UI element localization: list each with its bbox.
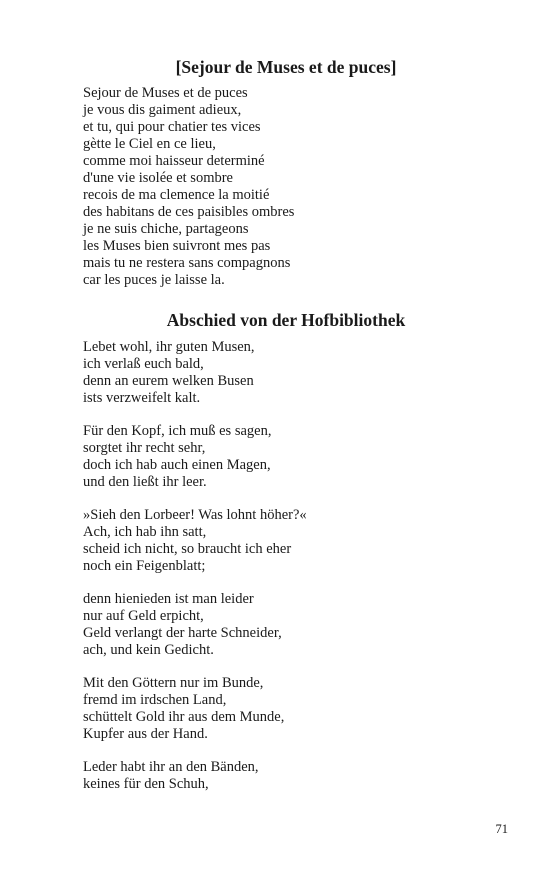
stanza-abschied-6 [83,759,483,793]
poem-line: Lebet wohl, ihr guten Musen, [83,339,255,355]
poem-line: comme moi haisseur determiné [83,153,265,169]
poem-line: noch ein Feigenblatt; [83,558,206,574]
poem-line: les Muses bien suivront mes pas [83,238,271,254]
stanza-abschied-2 [83,423,483,491]
poem-line: denn hienieden ist man leider [83,591,254,607]
poem-line: ach, und kein Gedicht. [83,642,214,658]
poem-title-abschied: Abschied von der Hofbibliothek [166,310,406,330]
poem-title-sejour: [Sejour de Muses et de puces] [175,57,397,77]
poem-line: ich verlaß euch bald, [83,356,204,372]
poem-line: car les puces je laisse la. [83,272,225,288]
poem-line: Kupfer aus der Hand. [83,726,208,742]
poem-line: und den ließt ihr leer. [83,474,207,490]
poem-line: mais tu ne restera sans compagnons [83,255,291,271]
poem-line: keines für den Schuh, [83,776,209,792]
poem-line: d'une vie isolée et sombre [83,170,233,186]
poem-line: des habitans de ces paisibles ombres [83,204,295,220]
page-number: 71 [495,822,508,836]
stanza-sejour-1 [83,85,483,289]
poem-line: je vous dis gaiment adieux, [83,102,242,118]
poem-line: denn an eurem welken Busen [83,373,254,389]
poem-line: Für den Kopf, ich muß es sagen, [83,423,272,439]
poem-line: sorgtet ihr recht sehr, [83,440,206,456]
poem-line: scheid ich nicht, so braucht ich eher [83,541,292,557]
poem-line: ists verzweifelt kalt. [83,390,201,406]
poem-line: nur auf Geld erpicht, [83,608,204,624]
poem-line: je ne suis chiche, partageons [83,221,249,237]
stanza-abschied-4 [83,591,483,659]
poem-line: Leder habt ihr an den Bänden, [83,759,259,775]
poem-line: et tu, qui pour chatier tes vices [83,119,261,135]
poem-line: Geld verlangt der harte Schneider, [83,625,282,641]
poem-line: Ach, ich hab ihn satt, [83,524,207,540]
poem-line: doch ich hab auch einen Magen, [83,457,271,473]
poem-line: Sejour de Muses et de puces [83,85,248,101]
poem-line: recois de ma clemence la moitié [83,187,270,203]
stanza-abschied-3 [83,507,483,575]
stanza-abschied-5 [83,675,483,743]
stanza-abschied-1 [83,339,483,407]
poem-line: Mit den Göttern nur im Bunde, [83,675,264,691]
poem-line: gètte le Ciel en ce lieu, [83,136,216,152]
poem-line: schüttelt Gold ihr aus dem Munde, [83,709,285,725]
poem-line: »Sieh den Lorbeer! Was lohnt höher?« [83,507,307,523]
poem-line: fremd im irdschen Land, [83,692,227,708]
